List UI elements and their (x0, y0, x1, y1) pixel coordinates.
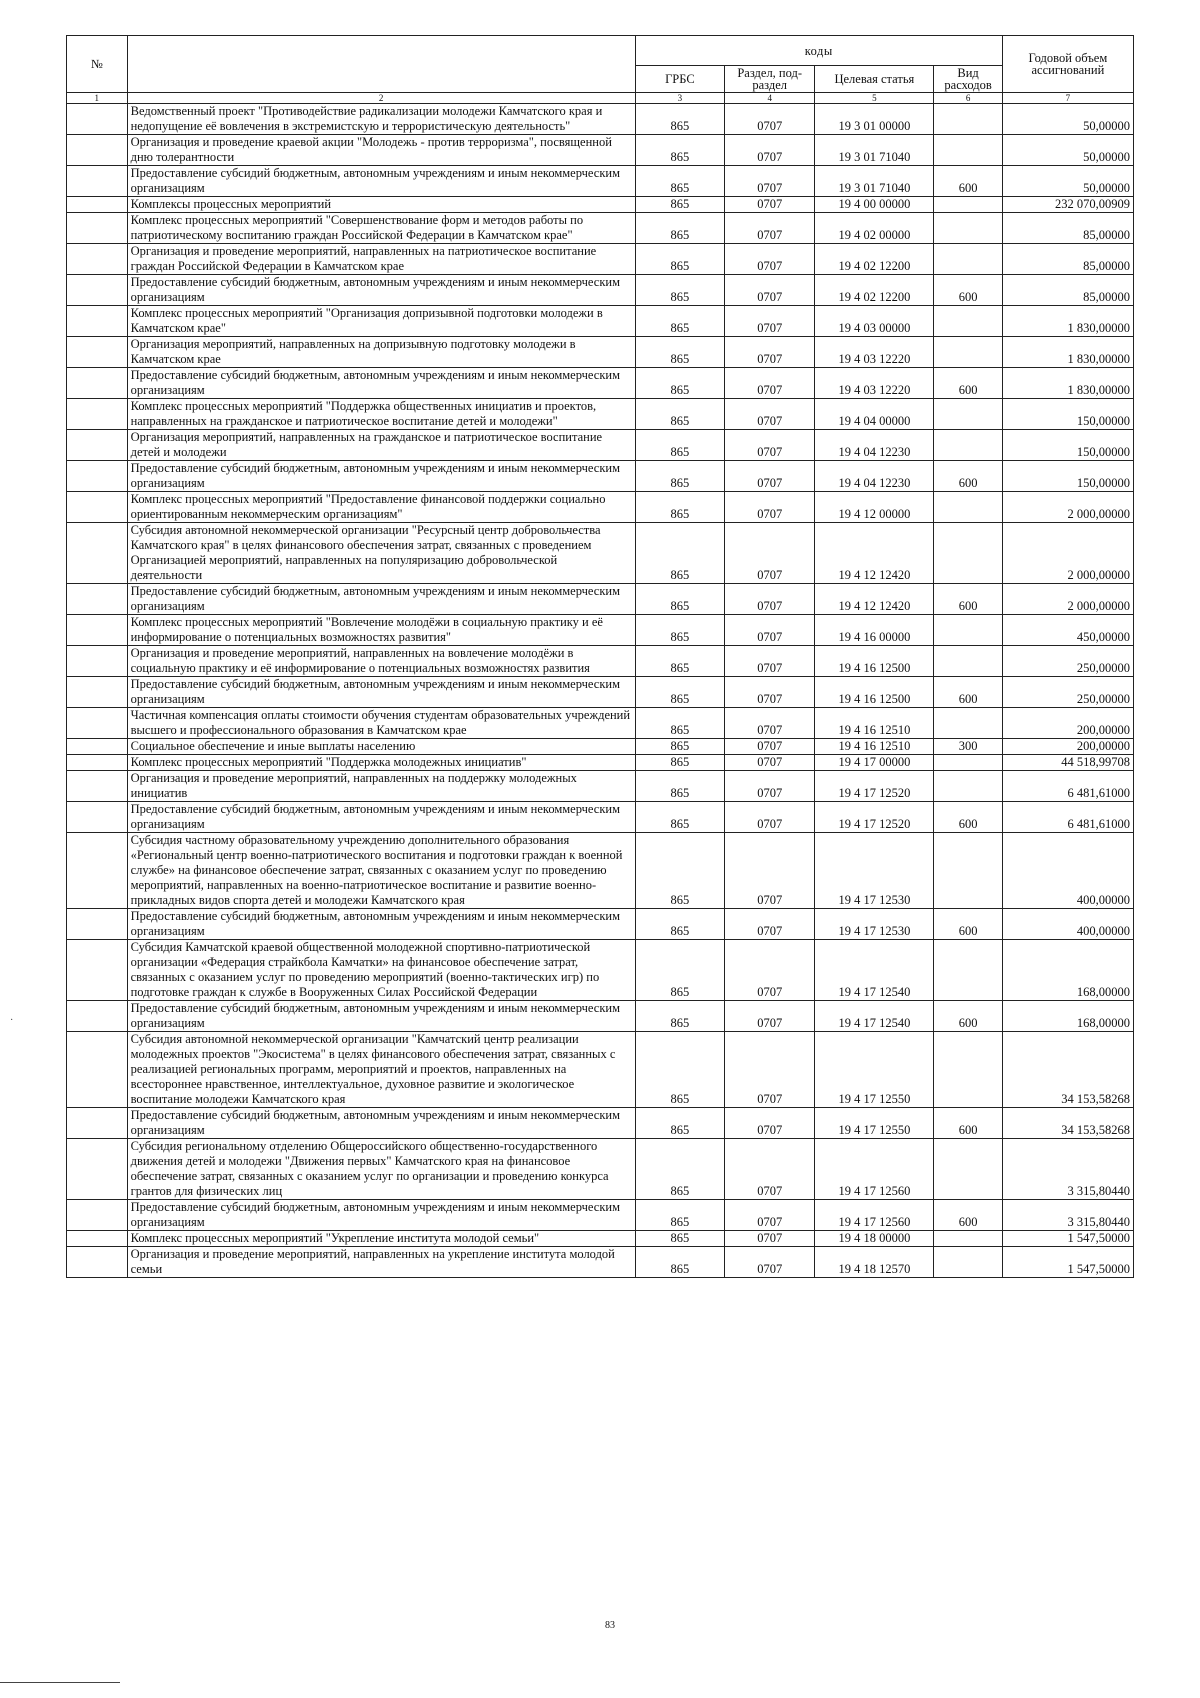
item-name: Организация и проведение мероприятий, направленных на патриотическое воспитание граждан Российской Федерации в Камчатском крае (127, 244, 635, 275)
item-name: Организация и проведение мероприятий, направленных на поддержку молодежных инициатив (127, 771, 635, 802)
section-code: 0707 (725, 1001, 815, 1032)
grbs-code: 865 (635, 1139, 724, 1200)
annual-amount: 1 547,50000 (1002, 1231, 1133, 1247)
item-name: Организация мероприятий, направленных на гражданское и патриотическое воспитание детей и молодежи (127, 430, 635, 461)
row-number-cell (67, 1247, 128, 1278)
annual-amount: 150,00000 (1002, 399, 1133, 430)
row-number-cell (67, 771, 128, 802)
target-article: 19 4 16 12510 (815, 708, 934, 739)
target-article: 19 4 17 12550 (815, 1108, 934, 1139)
target-article: 19 4 12 12420 (815, 584, 934, 615)
section-code: 0707 (725, 802, 815, 833)
target-article: 19 4 00 00000 (815, 197, 934, 213)
grbs-code: 865 (635, 708, 724, 739)
expense-type: 600 (934, 584, 1002, 615)
annual-amount: 232 070,00909 (1002, 197, 1133, 213)
item-name: Предоставление субсидий бюджетным, автономным учреждениям и иным некоммерческим организациям (127, 1108, 635, 1139)
annual-amount: 150,00000 (1002, 461, 1133, 492)
item-name: Субсидия автономной некоммерческой организации "Камчатский центр реализации молодежных проектов "Экосистема" в целях финансового обеспечения затрат, связанных с реализацией региональных программ, мероприятий и проектов, направленных на всестороннее нравственное, интеллектуальное, духовное развитие и экологическое воспитание молодежи Камчатского края (127, 1032, 635, 1108)
item-name: Организация мероприятий, направленных на допризывную подготовку молодежи в Камчатском крае (127, 337, 635, 368)
item-name: Предоставление субсидий бюджетным, автономным учреждениям и иным некоммерческим организациям (127, 909, 635, 940)
section-code: 0707 (725, 909, 815, 940)
annual-amount: 400,00000 (1002, 909, 1133, 940)
section-code: 0707 (725, 337, 815, 368)
target-article: 19 3 01 71040 (815, 166, 934, 197)
annual-amount: 2 000,00000 (1002, 492, 1133, 523)
row-number-cell (67, 1200, 128, 1231)
grbs-code: 865 (635, 244, 724, 275)
target-article: 19 4 18 00000 (815, 1231, 934, 1247)
table-row (67, 166, 1134, 197)
expense-type: 600 (934, 909, 1002, 940)
section-code: 0707 (725, 244, 815, 275)
annual-amount: 34 153,58268 (1002, 1032, 1133, 1108)
section-code: 0707 (725, 771, 815, 802)
item-name: Организация и проведение краевой акции "Молодежь - против терроризма", посвященной дню толерантности (127, 135, 635, 166)
table-row (67, 708, 1134, 739)
expense-type: 600 (934, 461, 1002, 492)
row-number-cell (67, 708, 128, 739)
table-row (67, 1247, 1134, 1278)
row-number-cell (67, 197, 128, 213)
row-number-cell (67, 677, 128, 708)
row-number-cell (67, 523, 128, 584)
item-name: Комплекс процессных мероприятий "Вовлечение молодёжи в социальную практику и её информирование о потенциальных возможностях развития" (127, 615, 635, 646)
item-name: Комплекс процессных мероприятий "Предоставление финансовой поддержки социально ориентированным некоммерческим организациям" (127, 492, 635, 523)
table-row (67, 646, 1134, 677)
col-name-header (127, 36, 635, 93)
scan-mark: · (10, 1015, 14, 1026)
section-code: 0707 (725, 1108, 815, 1139)
section-code: 0707 (725, 135, 815, 166)
section-code: 0707 (725, 1247, 815, 1278)
section-code: 0707 (725, 430, 815, 461)
target-article: 19 3 01 71040 (815, 135, 934, 166)
footer-rule (0, 1682, 120, 1683)
section-code: 0707 (725, 646, 815, 677)
item-name: Предоставление субсидий бюджетным, автономным учреждениям и иным некоммерческим организациям (127, 802, 635, 833)
grbs-code: 865 (635, 430, 724, 461)
expense-type (934, 1231, 1002, 1247)
row-number-cell (67, 755, 128, 771)
annual-amount: 6 481,61000 (1002, 771, 1133, 802)
table-row (67, 755, 1134, 771)
target-article: 19 4 02 12200 (815, 275, 934, 306)
item-name: Предоставление субсидий бюджетным, автономным учреждениям и иным некоммерческим организациям (127, 368, 635, 399)
col-number: 3 (635, 93, 724, 104)
expense-type: 600 (934, 368, 1002, 399)
row-number-cell (67, 104, 128, 135)
section-code: 0707 (725, 739, 815, 755)
col-section-header: Раздел, под-раздел (725, 66, 815, 93)
column-numbers-row (67, 93, 1134, 104)
grbs-code: 865 (635, 135, 724, 166)
row-number-cell (67, 461, 128, 492)
table-row (67, 399, 1134, 430)
grbs-code: 865 (635, 213, 724, 244)
grbs-code: 865 (635, 1247, 724, 1278)
item-name: Субсидия региональному отделению Общероссийского общественно-государственного движения детей и молодежи "Движения первых" Камчатского края на финансовое обеспечение затрат, связанных с оказанием услуг по организации и проведению конкурса грантов для физических лиц (127, 1139, 635, 1200)
grbs-code: 865 (635, 337, 724, 368)
col-codes-header: коды (635, 36, 1002, 66)
row-number-cell (67, 399, 128, 430)
section-code: 0707 (725, 1032, 815, 1108)
row-number-cell (67, 739, 128, 755)
annual-amount: 85,00000 (1002, 275, 1133, 306)
table-row (67, 213, 1134, 244)
item-name: Предоставление субсидий бюджетным, автономным учреждениям и иным некоммерческим организациям (127, 1200, 635, 1231)
annual-amount: 200,00000 (1002, 739, 1133, 755)
annual-amount: 250,00000 (1002, 677, 1133, 708)
expense-type (934, 833, 1002, 909)
item-name: Предоставление субсидий бюджетным, автономным учреждениям и иным некоммерческим организациям (127, 166, 635, 197)
section-code: 0707 (725, 523, 815, 584)
table-row (67, 492, 1134, 523)
section-code: 0707 (725, 104, 815, 135)
table-row (67, 1001, 1134, 1032)
target-article: 19 3 01 00000 (815, 104, 934, 135)
row-number-cell (67, 492, 128, 523)
section-code: 0707 (725, 708, 815, 739)
section-code: 0707 (725, 940, 815, 1001)
table-row (67, 1231, 1134, 1247)
target-article: 19 4 17 12520 (815, 771, 934, 802)
target-article: 19 4 17 12530 (815, 909, 934, 940)
row-number-cell (67, 940, 128, 1001)
grbs-code: 865 (635, 833, 724, 909)
col-expense-type-header: Вид расходов (934, 66, 1002, 93)
table-row (67, 833, 1134, 909)
target-article: 19 4 17 12560 (815, 1139, 934, 1200)
row-number-cell (67, 213, 128, 244)
grbs-code: 865 (635, 739, 724, 755)
expense-type (934, 940, 1002, 1001)
item-name: Субсидия Камчатской краевой общественной молодежной спортивно-патриотической организации «Федерация страйкбола Камчатки» на финансовое обеспечение затрат, связанных с оказанием услуг по проведению мероприятий (военно-тактических игр) по подготовке граждан к службе в Вооруженных Силах Российской Федерации (127, 940, 635, 1001)
table-row (67, 337, 1134, 368)
table-row (67, 940, 1134, 1001)
target-article: 19 4 16 00000 (815, 615, 934, 646)
row-number-cell (67, 1139, 128, 1200)
col-number: 6 (934, 93, 1002, 104)
table-row (67, 523, 1134, 584)
section-code: 0707 (725, 492, 815, 523)
col-number: 2 (127, 93, 635, 104)
expense-type: 300 (934, 739, 1002, 755)
col-annual-header: Годовой объем ассигнований (1002, 36, 1133, 93)
annual-amount: 1 830,00000 (1002, 337, 1133, 368)
expense-type (934, 244, 1002, 275)
grbs-code: 865 (635, 492, 724, 523)
annual-amount: 50,00000 (1002, 135, 1133, 166)
section-code: 0707 (725, 306, 815, 337)
row-number-cell (67, 833, 128, 909)
section-code: 0707 (725, 1200, 815, 1231)
item-name: Субсидия автономной некоммерческой организации "Ресурсный центр добровольчества Камчатского края" в целях финансового обеспечения затрат, связанных с проведением Организацией мероприятий, направленных на популяризацию добровольческой деятельности (127, 523, 635, 584)
row-number-cell (67, 306, 128, 337)
target-article: 19 4 03 12220 (815, 368, 934, 399)
table-row (67, 1139, 1134, 1200)
table-row (67, 275, 1134, 306)
annual-amount: 6 481,61000 (1002, 802, 1133, 833)
table-row (67, 584, 1134, 615)
target-article: 19 4 12 00000 (815, 492, 934, 523)
row-number-cell (67, 368, 128, 399)
row-number-cell (67, 430, 128, 461)
col-number: 5 (815, 93, 934, 104)
annual-amount: 1 547,50000 (1002, 1247, 1133, 1278)
annual-amount: 44 518,99708 (1002, 755, 1133, 771)
annual-amount: 50,00000 (1002, 104, 1133, 135)
col-no-header: № (67, 36, 128, 93)
annual-amount: 85,00000 (1002, 244, 1133, 275)
grbs-code: 865 (635, 584, 724, 615)
grbs-code: 865 (635, 306, 724, 337)
table-body (67, 104, 1134, 1278)
col-number: 7 (1002, 93, 1133, 104)
expense-type (934, 430, 1002, 461)
section-code: 0707 (725, 1231, 815, 1247)
expense-type (934, 1139, 1002, 1200)
annual-amount: 50,00000 (1002, 166, 1133, 197)
table-header (67, 36, 1134, 104)
target-article: 19 4 03 00000 (815, 306, 934, 337)
row-number-cell (67, 909, 128, 940)
target-article: 19 4 17 12530 (815, 833, 934, 909)
grbs-code: 865 (635, 1108, 724, 1139)
target-article: 19 4 17 12540 (815, 1001, 934, 1032)
table-row (67, 739, 1134, 755)
item-name: Предоставление субсидий бюджетным, автономным учреждениям и иным некоммерческим организациям (127, 275, 635, 306)
section-code: 0707 (725, 399, 815, 430)
expense-type (934, 1032, 1002, 1108)
col-target-header: Целевая статья (815, 66, 934, 93)
target-article: 19 4 17 12550 (815, 1032, 934, 1108)
item-name: Предоставление субсидий бюджетным, автономным учреждениям и иным некоммерческим организациям (127, 1001, 635, 1032)
item-name: Предоставление субсидий бюджетным, автономным учреждениям и иным некоммерческим организациям (127, 584, 635, 615)
grbs-code: 865 (635, 755, 724, 771)
grbs-code: 865 (635, 646, 724, 677)
target-article: 19 4 16 12510 (815, 739, 934, 755)
expense-type (934, 523, 1002, 584)
grbs-code: 865 (635, 197, 724, 213)
section-code: 0707 (725, 166, 815, 197)
grbs-code: 865 (635, 166, 724, 197)
annual-amount: 1 830,00000 (1002, 368, 1133, 399)
table-row (67, 1108, 1134, 1139)
annual-amount: 250,00000 (1002, 646, 1133, 677)
row-number-cell (67, 337, 128, 368)
target-article: 19 4 17 12540 (815, 940, 934, 1001)
section-code: 0707 (725, 677, 815, 708)
expense-type: 600 (934, 275, 1002, 306)
row-number-cell (67, 1001, 128, 1032)
table-row (67, 1200, 1134, 1231)
section-code: 0707 (725, 615, 815, 646)
item-name: Субсидия частному образовательному учреждению дополнительного образования «Региональный центр военно-патриотического воспитания и подготовки граждан к военной службе» на финансовое обеспечение затрат, связанных с оказанием услуг по проведению мероприятий, направленных на военно-патриотическое воспитание и развитие военно-прикладных видов спорта детей и молодежи Камчатского края (127, 833, 635, 909)
expense-type: 600 (934, 166, 1002, 197)
item-name: Социальное обеспечение и иные выплаты населению (127, 739, 635, 755)
item-name: Комплексы процессных мероприятий (127, 197, 635, 213)
annual-amount: 168,00000 (1002, 940, 1133, 1001)
annual-amount: 85,00000 (1002, 213, 1133, 244)
annual-amount: 200,00000 (1002, 708, 1133, 739)
table-row (67, 244, 1134, 275)
annual-amount: 3 315,80440 (1002, 1200, 1133, 1231)
annual-amount: 400,00000 (1002, 833, 1133, 909)
target-article: 19 4 04 00000 (815, 399, 934, 430)
grbs-code: 865 (635, 1200, 724, 1231)
table-row (67, 368, 1134, 399)
col-grbs-header: ГРБС (635, 66, 724, 93)
expense-type (934, 646, 1002, 677)
grbs-code: 865 (635, 615, 724, 646)
row-number-cell (67, 584, 128, 615)
row-number-cell (67, 646, 128, 677)
row-number-cell (67, 802, 128, 833)
row-number-cell (67, 1231, 128, 1247)
grbs-code: 865 (635, 1231, 724, 1247)
target-article: 19 4 04 12230 (815, 461, 934, 492)
grbs-code: 865 (635, 523, 724, 584)
expense-type: 600 (934, 677, 1002, 708)
expense-type (934, 197, 1002, 213)
page-number: 83 (605, 1620, 615, 1631)
annual-amount: 450,00000 (1002, 615, 1133, 646)
table-row (67, 104, 1134, 135)
expense-type: 600 (934, 1001, 1002, 1032)
grbs-code: 865 (635, 1001, 724, 1032)
target-article: 19 4 17 00000 (815, 755, 934, 771)
table-row (67, 197, 1134, 213)
item-name: Комплекс процессных мероприятий "Укрепление института молодой семьи" (127, 1231, 635, 1247)
grbs-code: 865 (635, 368, 724, 399)
target-article: 19 4 16 12500 (815, 677, 934, 708)
target-article: 19 4 02 00000 (815, 213, 934, 244)
table-row (67, 461, 1134, 492)
section-code: 0707 (725, 755, 815, 771)
target-article: 19 4 18 12570 (815, 1247, 934, 1278)
item-name: Комплекс процессных мероприятий "Организация допризывной подготовки молодежи в Камчатском крае" (127, 306, 635, 337)
expense-type (934, 104, 1002, 135)
expense-type: 600 (934, 1108, 1002, 1139)
annual-amount: 2 000,00000 (1002, 523, 1133, 584)
target-article: 19 4 17 12520 (815, 802, 934, 833)
table-row (67, 677, 1134, 708)
row-number-cell (67, 1108, 128, 1139)
section-code: 0707 (725, 461, 815, 492)
row-number-cell (67, 615, 128, 646)
grbs-code: 865 (635, 104, 724, 135)
grbs-code: 865 (635, 940, 724, 1001)
table-row (67, 802, 1134, 833)
expense-type (934, 755, 1002, 771)
table-row (67, 306, 1134, 337)
row-number-cell (67, 275, 128, 306)
table-row (67, 771, 1134, 802)
item-name: Организация и проведение мероприятий, направленных на укрепление института молодой семьи (127, 1247, 635, 1278)
annual-amount: 150,00000 (1002, 430, 1133, 461)
item-name: Ведомственный проект "Противодействие радикализации молодежи Камчатского края и недопущение её вовлечения в экстремистскую и террористическую деятельность" (127, 104, 635, 135)
table-row (67, 615, 1134, 646)
expense-type (934, 492, 1002, 523)
table-row (67, 430, 1134, 461)
grbs-code: 865 (635, 461, 724, 492)
section-code: 0707 (725, 833, 815, 909)
grbs-code: 865 (635, 909, 724, 940)
expense-type (934, 708, 1002, 739)
row-number-cell (67, 1032, 128, 1108)
grbs-code: 865 (635, 1032, 724, 1108)
section-code: 0707 (725, 368, 815, 399)
annual-amount: 2 000,00000 (1002, 584, 1133, 615)
row-number-cell (67, 135, 128, 166)
grbs-code: 865 (635, 677, 724, 708)
expense-type (934, 771, 1002, 802)
expense-type (934, 399, 1002, 430)
section-code: 0707 (725, 584, 815, 615)
annual-amount: 168,00000 (1002, 1001, 1133, 1032)
target-article: 19 4 04 12230 (815, 430, 934, 461)
item-name: Комплекс процессных мероприятий "Поддержка общественных инициатив и проектов, направленных на гражданское и патриотическое воспитание детей и молодежи" (127, 399, 635, 430)
target-article: 19 4 16 12500 (815, 646, 934, 677)
grbs-code: 865 (635, 275, 724, 306)
item-name: Комплекс процессных мероприятий "Совершенствование форм и методов работы по патриотическому воспитанию граждан Российской Федерации в Камчатском крае" (127, 213, 635, 244)
annual-amount: 3 315,80440 (1002, 1139, 1133, 1200)
table-row (67, 1032, 1134, 1108)
annual-amount: 1 830,00000 (1002, 306, 1133, 337)
section-code: 0707 (725, 1139, 815, 1200)
row-number-cell (67, 166, 128, 197)
section-code: 0707 (725, 213, 815, 244)
annual-amount: 34 153,58268 (1002, 1108, 1133, 1139)
expense-type (934, 135, 1002, 166)
col-number: 4 (725, 93, 815, 104)
expense-type (934, 306, 1002, 337)
section-code: 0707 (725, 197, 815, 213)
budget-table (66, 35, 1134, 1278)
col-number: 1 (67, 93, 128, 104)
table-row (67, 135, 1134, 166)
target-article: 19 4 03 12220 (815, 337, 934, 368)
row-number-cell (67, 244, 128, 275)
table-row (67, 909, 1134, 940)
item-name: Организация и проведение мероприятий, направленных на вовлечение молодёжи в социальную практику и её информирование о потенциальных возможностях развития (127, 646, 635, 677)
item-name: Предоставление субсидий бюджетным, автономным учреждениям и иным некоммерческим организациям (127, 677, 635, 708)
expense-type (934, 337, 1002, 368)
expense-type: 600 (934, 802, 1002, 833)
expense-type (934, 1247, 1002, 1278)
expense-type (934, 615, 1002, 646)
item-name: Комплекс процессных мероприятий "Поддержка молодежных инициатив" (127, 755, 635, 771)
item-name: Частичная компенсация оплаты стоимости обучения студентам образовательных учреждений высшего и профессионального образования в Камчатском крае (127, 708, 635, 739)
grbs-code: 865 (635, 802, 724, 833)
expense-type (934, 213, 1002, 244)
target-article: 19 4 02 12200 (815, 244, 934, 275)
expense-type: 600 (934, 1200, 1002, 1231)
grbs-code: 865 (635, 771, 724, 802)
grbs-code: 865 (635, 399, 724, 430)
target-article: 19 4 17 12560 (815, 1200, 934, 1231)
target-article: 19 4 12 12420 (815, 523, 934, 584)
item-name: Предоставление субсидий бюджетным, автономным учреждениям и иным некоммерческим организациям (127, 461, 635, 492)
section-code: 0707 (725, 275, 815, 306)
